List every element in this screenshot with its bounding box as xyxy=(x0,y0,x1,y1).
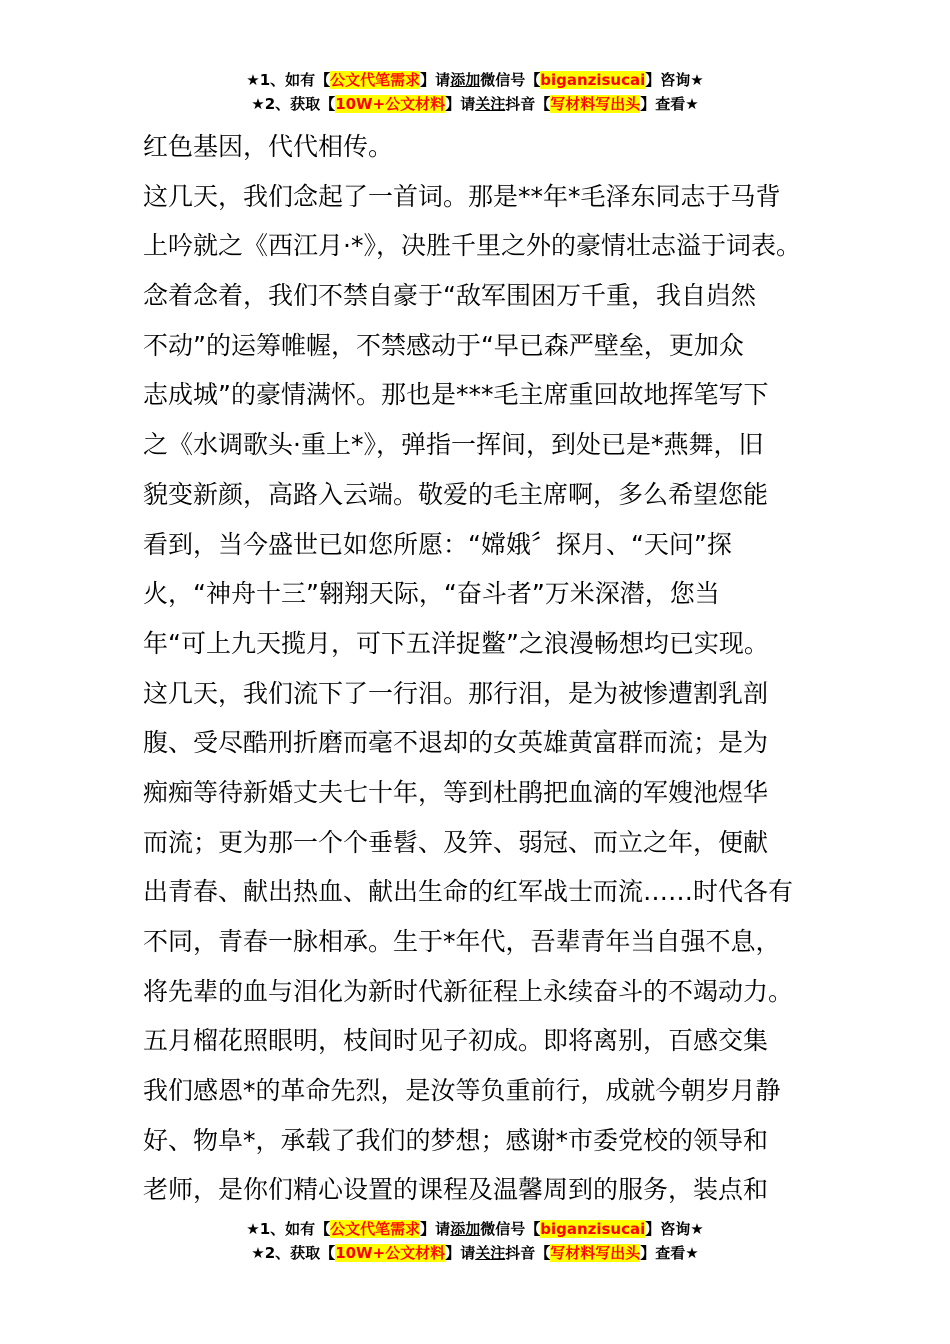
highlight-service: 公文代笔需求 xyxy=(330,1220,421,1238)
body-line: 之《水调歌头·重上*》，弹指一挥间，到处已是*燕舞，旧 xyxy=(143,430,764,460)
highlight-douyin-account: 写材料写出头 xyxy=(550,95,641,113)
highlight-wechat-id: biganzisucai xyxy=(540,1220,646,1238)
body-line: 出青春、献出热血、献出生命的红军战士而流……时代各有 xyxy=(143,877,794,907)
document-body xyxy=(143,122,833,1215)
highlight-materials: 10W+公文材料 xyxy=(335,95,446,113)
body-line: 念着念着，我们不禁自豪于“敌军围困万千重，我自岿然 xyxy=(143,281,756,311)
body-line: 好、物阜*，承载了我们的梦想；感谢*市委党校的领导和 xyxy=(143,1125,769,1155)
body-line: 五月榴花照眼明，枝间时见子初成。即将离别，百感交集 xyxy=(143,1026,769,1056)
highlight-service: 公文代笔需求 xyxy=(330,71,421,89)
banner-line-2: ★2、获取【10W+公文材料】请关注抖音【写材料写出头】查看★ xyxy=(251,1244,699,1262)
body-line: 看到，当今盛世已如您所愿：“嫦娥〞探月、“天问”探 xyxy=(143,529,732,559)
body-line: 将先辈的血与泪化为新时代新征程上永续奋斗的不竭动力。 xyxy=(143,976,794,1006)
highlight-douyin-account: 写材料写出头 xyxy=(550,1244,641,1262)
body-line: 痴痴等待新婚丈夫七十年，等到杜鹃把血滴的军嫂池煜华 xyxy=(143,777,769,807)
header-banner xyxy=(0,68,950,116)
highlight-wechat-id: biganzisucai xyxy=(540,71,646,89)
banner-line-1: ★1、如有【公文代笔需求】请添加微信号【biganzisucai】咨询★ xyxy=(246,1220,704,1238)
body-line: 志成城”的豪情满怀。那也是***毛主席重回故地挥笔写下 xyxy=(143,380,769,410)
body-line: 上吟就之《西江月·*》，决胜千里之外的豪情壮志溢于词表。 xyxy=(143,231,801,261)
footer-banner xyxy=(0,1217,950,1265)
body-line: 老师，是你们精心设置的课程及温馨周到的服务，装点和 xyxy=(143,1175,769,1205)
body-line: 貌变新颜，高路入云端。敬爱的毛主席啊，多么希望您能 xyxy=(143,479,769,509)
body-line: 我们感恩*的革命先烈，是汝等负重前行，成就今朝岁月静 xyxy=(143,1076,781,1106)
body-line: 这几天，我们流下了一行泪。那行泪，是为被惨遭割乳剖 xyxy=(143,678,769,708)
body-line: 年“可上九天揽月，可下五洋捉鳖”之浪漫畅想均已实现。 xyxy=(143,628,769,658)
banner-line-1: ★1、如有【公文代笔需求】请添加微信号【biganzisucai】咨询★ xyxy=(246,71,704,89)
body-line: 火，“神舟十三”翱翔天际，“奋斗者”万米深潜，您当 xyxy=(143,579,720,609)
body-line: 不动”的运筹帷幄，不禁感动于“早已森严壁垒，更加众 xyxy=(143,330,744,360)
body-line: 不同，青春一脉相承。生于*年代，吾辈青年当自强不息， xyxy=(143,927,781,956)
banner-line-2: ★2、获取【10W+公文材料】请关注抖音【写材料写出头】查看★ xyxy=(251,95,699,113)
highlight-materials: 10W+公文材料 xyxy=(335,1244,446,1262)
body-line: 腹、受尽酷刑折磨而毫不退却的女英雄黄富群而流；是为 xyxy=(143,728,769,758)
body-line: 红色基因，代代相传。 xyxy=(143,132,394,161)
body-line: 而流；更为那一个个垂髫、及笄、弱冠、而立之年，便献 xyxy=(143,827,769,857)
body-line: 这几天，我们念起了一首词。那是**年*毛泽东同志于马背 xyxy=(143,181,781,211)
